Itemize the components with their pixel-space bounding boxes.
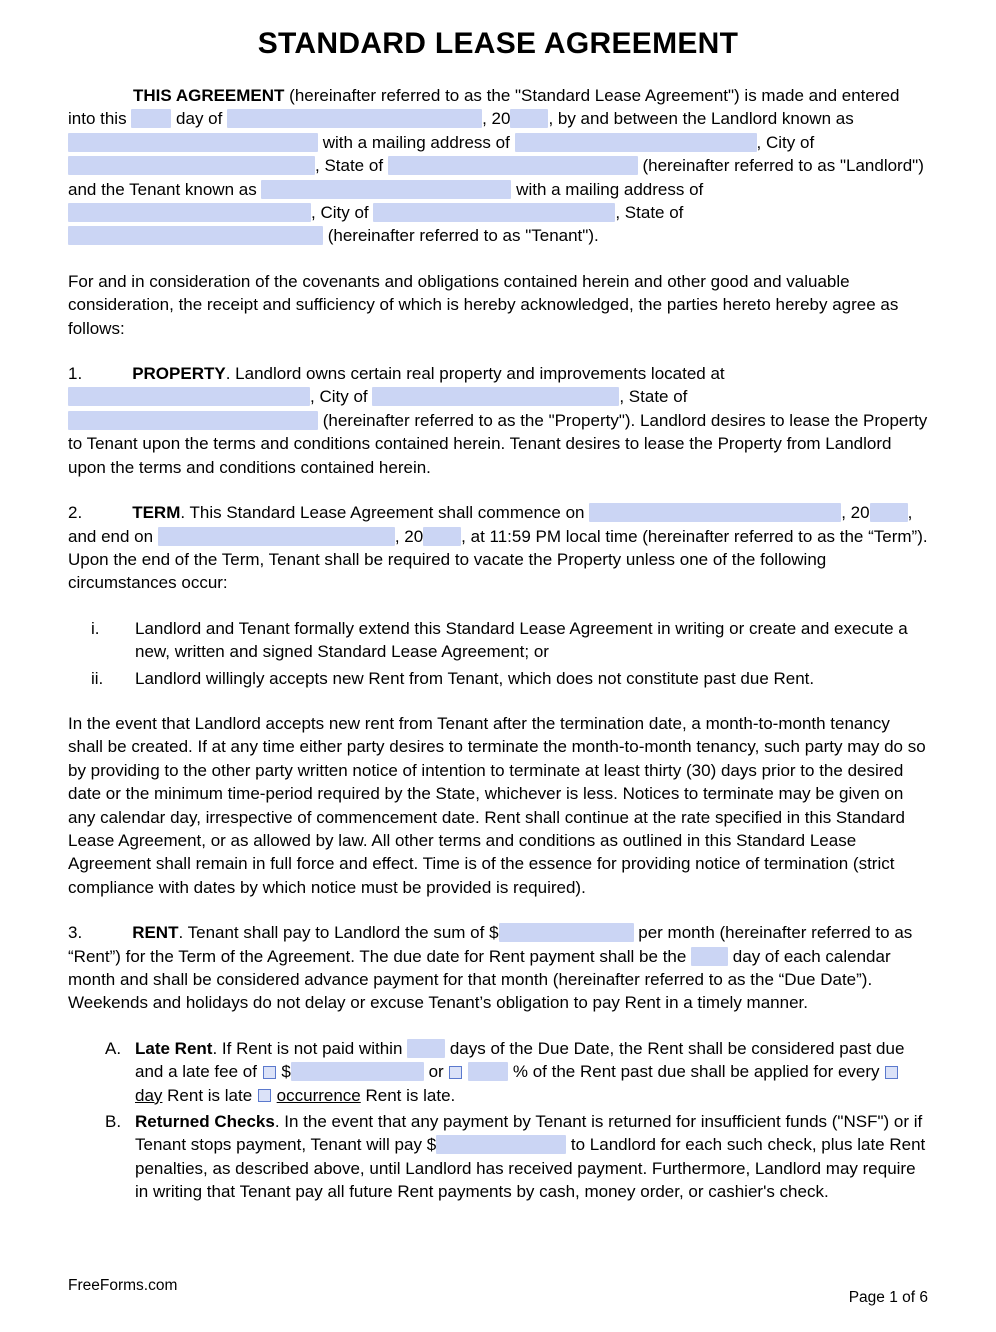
tenant-address-blank[interactable] <box>68 203 311 222</box>
rent-amount-blank[interactable] <box>499 923 634 942</box>
text-run: per month (hereinafter referred to as “Rent”) for the Term of the Agreement. The due date for Rent payment shall be the <box>68 923 913 966</box>
late-rent-item <box>68 1037 928 1107</box>
text-run: 2. <box>68 503 83 523</box>
text-run: , 20 <box>841 503 870 523</box>
landlord-name-blank[interactable] <box>68 133 318 152</box>
per-occurrence-checkbox[interactable] <box>258 1089 271 1102</box>
text-run: , 20 <box>394 526 424 546</box>
text-run: . If Rent is not paid within <box>212 1038 408 1058</box>
intro-paragraph <box>68 84 928 248</box>
footer-brand: FreeForms.com <box>68 1277 178 1294</box>
text-run: % of the Rent past due shall be applied for every <box>508 1062 885 1082</box>
text-run: day of each calendar month and shall be considered advance payment for that month (hereinafter referred to as the “Due Date”). Weekends and holidays do not delay or excuse Tenant’s obligation to pay Rent in a timely manner. <box>68 946 891 1013</box>
text-run: Landlord and Tenant formally extend this Standard Lease Agreement in writing or create and execute a new, written and signed Standard Lease Agreement; or <box>135 618 908 662</box>
due-day-blank[interactable] <box>691 947 728 966</box>
landlord-address-blank[interactable] <box>515 133 757 152</box>
end-year-blank[interactable] <box>423 527 461 546</box>
year-blank[interactable] <box>510 109 548 128</box>
text-run: , City of <box>311 203 374 223</box>
text-run: , by and between the Landlord known as <box>548 109 854 129</box>
month-to-month-paragraph <box>68 712 928 899</box>
list-marker: A. <box>105 1038 122 1058</box>
extension-clause-item <box>68 617 928 664</box>
page-number: Page 1 of 6 <box>848 1289 928 1306</box>
list-item-content <box>135 1037 928 1107</box>
text-run: , 20 <box>482 109 511 129</box>
list-marker: B. <box>105 1112 122 1132</box>
late-fee-amount-blank[interactable] <box>291 1062 424 1081</box>
text-run: , State of <box>315 156 388 176</box>
text-run: . Landlord owns certain real property and improvements located at <box>225 364 725 384</box>
text-run: to Landlord for each such check, plus late Rent penalties, as described above, until Landlord has received payment. Furthermore, Landlord may require in writing that Tenant pay all future Rent payments by cash, money order, or cashier's check. <box>135 1135 926 1202</box>
month-blank[interactable] <box>227 109 482 128</box>
text-run: Rent is late. <box>360 1085 456 1105</box>
underlined-text: occurrence <box>276 1085 361 1105</box>
commencement-date-blank[interactable] <box>589 503 841 522</box>
bold-text: PROPERTY <box>132 364 226 384</box>
end-date-blank[interactable] <box>158 527 395 546</box>
bold-text: Late Rent <box>135 1038 213 1058</box>
text-run: 1. <box>68 364 83 384</box>
list-item-content <box>135 667 928 690</box>
consideration-paragraph <box>68 270 928 340</box>
text-run: with a mailing address of <box>511 179 704 199</box>
text-run: , City of <box>310 387 373 407</box>
section-rent <box>68 921 928 1015</box>
returned-checks-item <box>68 1110 928 1204</box>
tab-space <box>82 517 132 518</box>
text-run: Rent is late <box>162 1085 257 1105</box>
text-run: Landlord willingly accepts new Rent from Tenant, which does not constitute past due Rent. <box>135 668 815 688</box>
bold-text: THIS AGREEMENT <box>133 86 285 105</box>
text-run: , at 11:59 PM local time (hereinafter referred to as the “Term”). Upon the end of the Term, Tenant shall be required to vacate the Property unless one of the following circumstances occur: <box>68 526 928 593</box>
list-item-content <box>135 617 928 664</box>
text-run: . This Standard Lease Agreement shall commence on <box>180 503 590 523</box>
list-item-content <box>135 1110 928 1204</box>
tenant-state-blank[interactable] <box>68 226 323 245</box>
property-address-blank[interactable] <box>68 387 310 406</box>
text-run: day of <box>171 109 228 129</box>
text-run: . In the event that any payment by Tenant is returned for insufficient funds ("NSF") or if Tenant stops payment, Tenant will pay $ <box>135 1112 923 1155</box>
document-body <box>68 84 928 1204</box>
text-run: , City of <box>756 132 815 152</box>
property-state-blank[interactable] <box>68 411 318 430</box>
day-blank[interactable] <box>131 109 171 128</box>
bold-text: Returned Checks <box>135 1112 275 1132</box>
list-marker: ii. <box>91 668 104 688</box>
landlord-city-blank[interactable] <box>68 156 315 175</box>
late-fee-percent-checkbox[interactable] <box>449 1066 462 1079</box>
text-run: . Tenant shall pay to Landlord the sum of $ <box>178 923 499 943</box>
tab-space <box>82 378 132 379</box>
new-rent-clause-item <box>68 667 928 690</box>
text-run: or <box>423 1062 449 1082</box>
text-run: In the event that Landlord accepts new rent from Tenant after the termination date, a month-to-month tenancy shall be created. If at any time either party desires to terminate the month-to-month tenancy, such party may do so by providing to the other party written notice of intention to terminate at least thirty (30) days prior to the desired date or the minimum time-period required by the State, whichever is less. Notices to terminate may be given on any calendar day, irrespective of commencement date. Rent shall continue at the rate specified in this Standard Lease Agreement, or as allowed by law. All other terms and conditions as outlined in this Standard Lease Agreement shall remain in full force and effect. Time is of the essence for providing notice of termination (strict compliance with dates by which notice must be provided is required). <box>68 713 926 897</box>
tenant-name-blank[interactable] <box>261 180 511 199</box>
text-run: (hereinafter referred to as "Tenant"). <box>323 226 599 246</box>
text-run: (hereinafter referred to as "Landlord") and the Tenant known as <box>68 156 924 199</box>
section-term <box>68 501 928 595</box>
tenant-city-blank[interactable] <box>373 203 615 222</box>
text-run: 3. <box>68 923 83 943</box>
text-run: $ <box>276 1062 291 1082</box>
tab-space <box>82 937 132 938</box>
document-title: STANDARD LEASE AGREEMENT <box>257 27 739 60</box>
text-run: , and end on <box>68 503 913 546</box>
text-run: , State of <box>619 387 688 407</box>
text-run: For and in consideration of the covenants and obligations contained herein and other good and valuable consideration, the receipt and sufficiency of which is hereby acknowledged, the parties hereto hereby agree as follows: <box>68 271 899 338</box>
text-run: , State of <box>615 203 684 223</box>
text-run: days of the Due Date, the Rent shall be considered past due and a late fee of <box>135 1038 905 1082</box>
property-city-blank[interactable] <box>372 387 619 406</box>
late-fee-dollar-checkbox[interactable] <box>263 1066 276 1079</box>
underlined-text: day <box>135 1085 163 1105</box>
late-fee-percent-blank[interactable] <box>468 1062 508 1081</box>
nsf-fee-blank[interactable] <box>436 1135 566 1154</box>
text-run: (hereinafter referred to as the "Standard Lease Agreement") is made and entered into this <box>68 86 900 129</box>
commencement-year-blank[interactable] <box>870 503 908 522</box>
text-run: (hereinafter referred to as the "Property"). Landlord desires to lease the Property to Tenant upon the terms and conditions contained herein. Tenant desires to lease the Property from Landlord upon the terms and conditions contained herein. <box>68 410 928 477</box>
section-property <box>68 362 928 479</box>
bold-text: TERM <box>132 503 181 523</box>
list-marker: i. <box>91 618 100 638</box>
late-days-blank[interactable] <box>407 1039 445 1058</box>
per-day-checkbox[interactable] <box>885 1066 898 1079</box>
landlord-state-blank[interactable] <box>388 156 638 175</box>
text-run: with a mailing address of <box>318 132 515 152</box>
bold-text: RENT <box>132 923 179 943</box>
